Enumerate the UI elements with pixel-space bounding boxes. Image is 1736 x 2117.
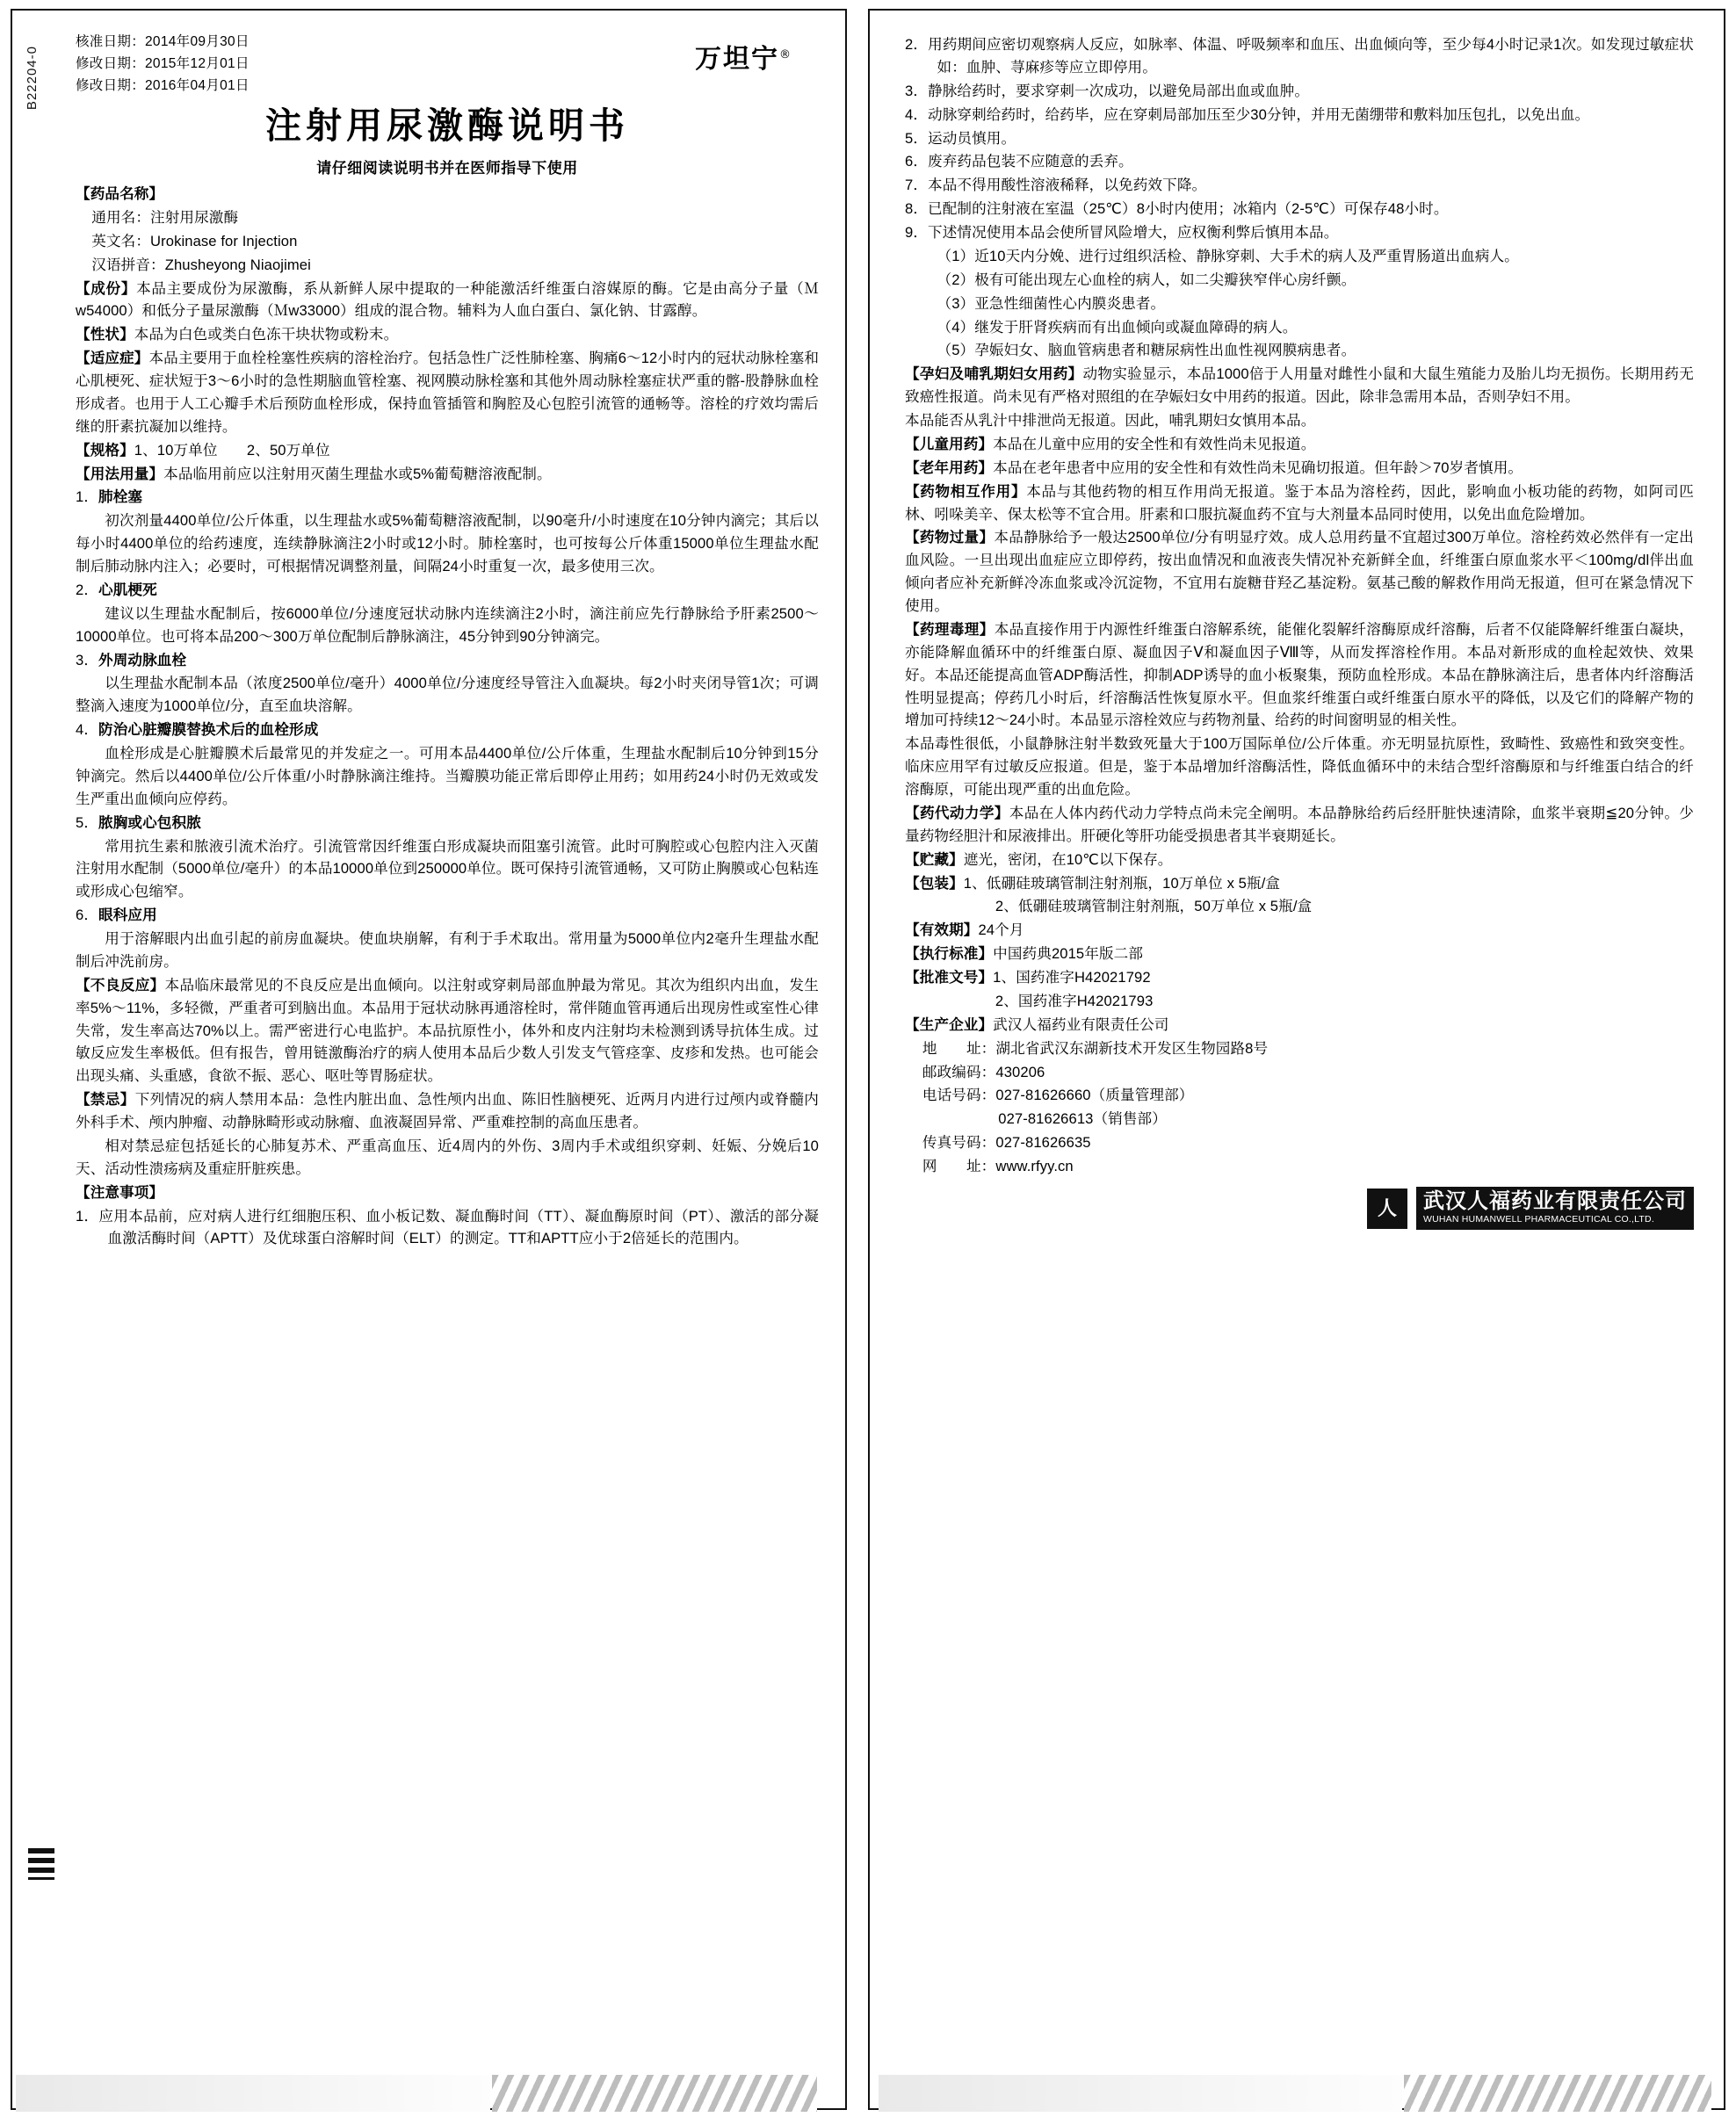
insert-panel-right: [868, 9, 1725, 2110]
section-ingredients-heading: 【成份】: [76, 279, 137, 297]
section-shelf-life-text: 24个月: [978, 921, 1024, 939]
section-pregnancy-text: 动物实验显示，本品1000倍于人用量对雌性小鼠和大鼠生殖能力及胎儿均无损伤。长期用药无致癌性报道。尚未见有严格对照组的在孕娠妇女中用药的报道。因此，除非急需用本品，否则孕妇不用。: [905, 365, 1694, 406]
dosage-item-5-text: 常用抗生素和脓液引流术治疗。引流管常因纤维蛋白形成凝块而阻塞引流管。此时可胸腔或心包腔内注入灭菌注射用水配制（5000单位/毫升）的本品10000单位到250000单位。既可保持引流管通畅，又可防止胸膜或心包粘连或形成心包缩窄。: [76, 837, 819, 900]
brand-name: 万坦宁: [695, 44, 779, 75]
page-title: 注射用尿激酶说明书: [265, 105, 629, 147]
right-panel-content: [870, 11, 1724, 2108]
decor-hatch-right: [1404, 2075, 1711, 2112]
dosage-item-6-num: 6．: [76, 907, 99, 924]
section-contraindications-text2: 相对禁忌症包括延长的心肺复苏术、严重高血压、近4周内的外伤、3周内手术或组织穿刺、妊娠、分娩后10天、活动性溃疡病及重症肝脏疾患。: [76, 1137, 819, 1177]
english-name-label: 英文名：: [91, 232, 151, 249]
section-pregnancy: [905, 363, 1694, 408]
approval-no-item-2: 2、国药准字H42021793: [995, 992, 1154, 1009]
section-children-text: 本品在儿童中应用的安全性和有效性尚未见报道。: [993, 435, 1316, 452]
section-interactions-text: 本品与其他药物的相互作用尚无报道。鉴于本品为溶栓药，因此，影响血小板功能的药物，如阿司匹林、吲哚美辛、保太松等不宜合用。肝素和口服抗凝血药不宜与大剂量本品同时使用，以免出血危险增加。: [905, 482, 1694, 523]
section-overdose: [905, 526, 1694, 618]
precaution-item-9: 9．下述情况使用本品会使所冒风险增大，应权衡利弊后慎用本品。: [905, 224, 1339, 241]
section-ingredients-text: 本品主要成份为尿激酶，系从新鲜人尿中提取的一种能激活纤维蛋白溶媒原的酶。它是由高分子量（Ｍw54000）和低分子量尿激酶（Ｍw33000）组成的混合物。辅料为人血白蛋白、氯化钠、甘露醇。: [76, 279, 819, 320]
manufacturer-web-row[interactable]: [905, 1155, 1694, 1178]
fax-value: 027-81626635: [995, 1134, 1091, 1152]
dosage-item-5-title: [76, 812, 819, 835]
pinyin-label: 汉语拼音：: [91, 256, 165, 273]
section-manufacturer: [905, 1014, 1694, 1037]
section-pharmacology-text2: 本品毒性很低，小鼠静脉注射半数致死量大于100万国际单位/公斤体重。亦无明显抗原性，致畸性、致癌性和致突变性。临床应用罕有过敏反应报道。但是，鉴于本品增加纤溶酶活性，降低血循环中的未结合型纤溶酶原和与纤维蛋白结合的纤溶酶原，可能出现严重的出血危险。: [905, 735, 1694, 798]
section-dosage: [76, 463, 819, 486]
section-children-heading: 【儿童用药】: [905, 435, 994, 452]
pinyin-row: [76, 254, 819, 277]
packaging-item-2: 2、低硼硅玻璃管制注射剂瓶，50万单位 x 5瓶/盒: [995, 898, 1313, 915]
company-logo-name-cn: 武汉人福药业有限责任公司: [1423, 1189, 1687, 1213]
section-interactions: [905, 480, 1694, 526]
section-interactions-heading: 【药物相互作用】: [905, 482, 1027, 500]
section-shelf-life-heading: 【有效期】: [905, 921, 979, 939]
section-overdose-text: 本品静脉给予一般达2500单位/分有明显疗效。成人总用药量不宜超过300万单位。溶栓药效必然伴有一定出血风险。一旦出现出血症应立即停药，按出血情况和血液丧失情况补充新鲜全血，纤维蛋白原血浆水平＜100mg/dl伴出血倾向者应补充新鲜冷冻血浆或冷沉淀物，不宜用右旋糖苷羟乙基淀粉。氨基己酸的解救作用尚无报道，但可在紧急情况下使用。: [905, 529, 1694, 614]
manufacturer-fax-row: [905, 1131, 1694, 1154]
english-name-value: Urokinase for Injection: [150, 232, 298, 249]
dosage-item-1-text: 初次剂量4400单位/公斤体重，以生理盐水或5%葡萄糖溶液配制，以90毫升/小时速度在10分钟内滴完；其后以每小时4400单位的给药速度，连续静脉滴注2小时或12小时。肺栓塞时，也可按每公斤体重15000单位生理盐水配制后肺动脉内注入；必要时，可根据情况调整剂量，间隔24小时重复一次，最多使用三次。: [76, 512, 819, 574]
section-properties-text: 本品为白色或类白色冻干块状物或粉末。: [134, 326, 399, 343]
section-dosage-heading: 【用法用量】: [76, 465, 164, 482]
generic-name-label: 通用名：: [91, 208, 151, 226]
section-contraindications-text: 下列情况的病人禁用本品：急性内脏出血、急性颅内出血、陈旧性脑梗死、近两月内进行过颅内或脊髓内外科手术、颅内肿瘤、动静脉畸形或动脉瘤、血液凝固异常、严重难控制的高血压患者。: [76, 1091, 819, 1131]
company-logo-mark-char: 人: [1377, 1196, 1398, 1219]
dosage-item-3-num: 3．: [76, 651, 99, 668]
dosage-item-5-num: 5．: [76, 813, 99, 831]
document-side-code: B22204-0: [25, 46, 40, 111]
precaution-item-7: 7．本品不得用酸性溶液稀释，以免药效下降。: [905, 177, 1207, 194]
dosage-item-6-title: [76, 904, 819, 927]
approval-date-0: 核准日期：2014年09月30日: [76, 34, 250, 49]
web-value[interactable]: www.rfyy.cn: [995, 1158, 1074, 1174]
section-standard-text: 中国药典2015年版二部: [993, 945, 1144, 963]
section-pharmacology: [905, 618, 1694, 732]
dosage-item-4-text: 血栓形成是心脏瓣膜术后最常见的并发症之一。可用本品4400单位/公斤体重，生理盐水配制后10分钟到15分钟滴完。然后以4400单位/公斤体重/小时静脉滴注维持。当瓣膜功能正常后即停止用药；如用药24小时仍无效或发生严重出血倾向应停药。: [76, 745, 819, 807]
section-precautions-heading: [76, 1181, 819, 1204]
address-value: 湖北省武汉东湖新技术开发区生物园路8号: [995, 1039, 1269, 1057]
section-pregnancy-heading: 【孕妇及哺乳期妇女用药】: [905, 365, 1083, 383]
section-shelf-life: [905, 919, 1694, 942]
dosage-item-1-name: 肺栓塞: [98, 488, 143, 506]
section-pharmacology-heading: 【药理毒理】: [905, 620, 995, 638]
section-spec-heading: 【规格】: [76, 441, 134, 459]
decor-hatch-left: [492, 2075, 817, 2112]
section-contraindications-heading: 【禁忌】: [76, 1091, 135, 1109]
company-logo-text: [1416, 1187, 1694, 1231]
section-spec: [76, 439, 819, 462]
dosage-item-6-text: 用于溶解眼内出血引起的前房血凝块。使血块崩解，有利于手术取出。常用量为5000单位内2毫升生理盐水配制后冲洗前房。: [76, 930, 819, 970]
precaution-9-sub-5: （5）孕娠妇女、脑血管病患者和糖尿病性出血性视网膜病患者。: [937, 342, 1356, 359]
precaution-item-4: 4．动脉穿刺给药时，给药毕，应在穿刺局部加压至少30分钟，并用无菌绷带和敷料加压包扎，以免出血。: [905, 105, 1590, 123]
registered-mark-icon: ®: [779, 48, 792, 61]
section-indications-text: 本品主要用于血栓栓塞性疾病的溶栓治疗。包括急性广泛性肺栓塞、胸痛6～12小时内的冠状动脉栓塞和心肌梗死、症状短于3～6小时的急性期脑血管栓塞、视网膜动脉栓塞和其他外周动脉栓塞症状严重的髂-股静脉血栓形成者。也用于人工心瓣手术后预防血栓形成，保持血管插管和胸腔及心包腔引流管的通畅等。溶栓的疗效均需后继的肝素抗凝加以维持。: [76, 350, 820, 435]
section-storage: [905, 849, 1694, 871]
section-properties-heading: 【性状】: [76, 326, 134, 343]
section-standard: [905, 943, 1694, 965]
precaution-9-sub-4: （4）继发于肝肾疾病而有出血倾向或凝血障碍的病人。: [937, 318, 1298, 336]
dosage-item-1-title: [76, 486, 819, 509]
approval-no-item-1: 1、国药准字H42021792: [993, 969, 1151, 986]
precaution-item-2: 2．用药期间应密切观察病人反应，如脉率、体温、呼吸频率和血压、出血倾向等，至少每4小时记录1次。如发现过敏症状如：血肿、荨麻疹等应立即停用。: [905, 36, 1694, 76]
section-dosage-intro: 本品临用前应以注射用灭菌生理盐水或5%葡萄糖溶液配制。: [163, 465, 552, 482]
pinyin-value: Zhusheyong Niaojimei: [164, 256, 311, 273]
section-indications: [76, 347, 819, 438]
company-footer-logo: [905, 1187, 1694, 1231]
precautions-heading-label: 【注意事项】: [76, 1183, 164, 1201]
manufacturer-phone-row: [905, 1084, 1694, 1107]
section-drug-name-heading: 【药品名称】: [76, 185, 164, 202]
dosage-item-4-name: 防治心脏瓣膜替换术后的血栓形成: [98, 721, 319, 739]
section-contraindications: [76, 1088, 819, 1134]
section-pregnancy-text2: 本品能否从乳汁中排泄尚无报道。因此，哺乳期妇女慎用本品。: [905, 412, 1316, 429]
generic-name-value: 注射用尿激酶: [150, 208, 239, 226]
dosage-item-2-text: 建议以生理盐水配制后，按6000单位/分速度冠状动脉内连续滴注2小时，滴注前应先行静脉给予肝素2500～10000单位。也可将本品200～300万单位配制后静脉滴注，45分钟到90分钟滴完。: [76, 604, 819, 645]
precaution-item-1: 1．应用本品前，应对病人进行红细胞压积、血小板记数、凝血酶时间（TT）、凝血酶原时间（PT）、激活的部分凝血激活酶时间（APTT）及优球蛋白溶解时间（ELT）的测定。TT和APTT应小于2倍延长的范围内。: [76, 1207, 819, 1247]
fax-label: 传真号码：: [922, 1134, 996, 1152]
precaution-item-3: 3．静脉给药时，要求穿刺一次成功，以避免局部出血或血肿。: [905, 82, 1310, 99]
section-standard-heading: 【执行标准】: [905, 945, 994, 963]
manufacturer-phone-row-2: [905, 1108, 1694, 1131]
section-indications-heading: 【适应症】: [76, 350, 149, 367]
precaution-9-sub-2: （2）极有可能出现左心血栓的病人，如二尖瓣狭窄伴心房纤颤。: [937, 271, 1356, 288]
section-pharmacokinetics-text: 本品在人体内药代动力学特点尚未完全阐明。本品静脉给药后经肝脏快速清除，血浆半衰期≦20分钟。少量药物经胆汁和尿液排出。肝硬化等肝功能受损患者其半衰期延长。: [905, 804, 1695, 844]
precaution-item-8: 8．已配制的注射液在室温（25℃）8小时内使用；冰箱内（2-5℃）可保存48小时。: [905, 200, 1449, 218]
section-packaging-heading: 【包装】: [905, 874, 964, 892]
section-approval-no-heading: 【批准文号】: [905, 969, 994, 986]
section-elderly-text: 本品在老年患者中应用的安全性和有效性尚未见确切报道。但年龄＞70岁者慎用。: [993, 459, 1523, 476]
dosage-item-5-name: 脓胸或心包积脓: [98, 813, 201, 831]
company-logo-icon: [1367, 1189, 1407, 1229]
section-adverse-heading: 【不良反应】: [76, 976, 165, 993]
phone-value-2: 027-81626613（销售部）: [998, 1110, 1167, 1128]
section-properties: [76, 323, 819, 346]
section-children: [905, 433, 1694, 456]
phone-label: 电话号码：: [922, 1087, 996, 1104]
section-ingredients: [76, 278, 819, 323]
section-spec-text: 1、10万单位 2、50万单位: [134, 441, 330, 459]
left-body: [76, 183, 819, 1250]
dosage-item-3-title: [76, 649, 819, 672]
precaution-item-5: 5．运动员慎用。: [905, 129, 1016, 147]
postcode-value: 430206: [995, 1063, 1045, 1080]
dosage-item-4-num: 4．: [76, 721, 99, 739]
dosage-item-2-title: [76, 579, 819, 602]
section-packaging: [905, 872, 1694, 895]
section-adverse: [76, 974, 819, 1087]
manufacturer-address-row: [905, 1037, 1694, 1060]
section-storage-heading: 【贮藏】: [905, 850, 964, 868]
precaution-9-sub-1: （1）近10天内分娩、进行过组织活检、静脉穿刺、大手术的病人及严重胃肠道出血病人。: [937, 247, 1519, 264]
approval-date-1: 修改日期：2015年12月01日: [76, 56, 250, 72]
section-adverse-text: 本品临床最常见的不良反应是出血倾向。以注射或穿刺局部血肿最为常见。其次为组织内出血，发生率5%～11%，多轻微，严重者可到脑出血。本品用于冠状动脉再通溶栓时，常伴随血管再通后出现房性或室性心律失常，发生率高达70%以上。需严密进行心电监护。本品抗原性小，体外和皮内注射均未检测到诱导抗体生成。过敏反应发生率极低。但有报告，曾用链激酶治疗的病人使用本品后少数人引发支气管痉挛、皮疹和发热。也可能会出现头痛、头重感，食欲不振、恶心、呕吐等胃肠症状。: [76, 976, 819, 1085]
english-name-row: [76, 230, 819, 253]
manufacturer-postcode-row: [905, 1061, 1694, 1084]
section-pharmacokinetics-heading: 【药代动力学】: [905, 804, 1009, 821]
address-label: 地 址：: [922, 1039, 996, 1057]
decor-gradient-left: [16, 2075, 490, 2112]
section-manufacturer-heading: 【生产企业】: [905, 1015, 994, 1033]
dosage-item-2-name: 心肌梗死: [98, 581, 157, 598]
left-panel-content: [12, 11, 845, 2108]
decor-gradient-right: [879, 2075, 1402, 2112]
insert-panel-left: [11, 9, 847, 2110]
company-logo-name-en: WUHAN HUMANWELL PHARMACEUTICAL CO.,LTD.: [1423, 1214, 1654, 1225]
generic-name-row: [76, 206, 819, 229]
section-overdose-heading: 【药物过量】: [905, 529, 995, 546]
approval-date-2: 修改日期：2016年04月01日: [76, 78, 250, 94]
dosage-item-3-name: 外周动脉血栓: [98, 651, 187, 668]
section-approval-no: [905, 966, 1694, 989]
section-elderly-heading: 【老年用药】: [905, 459, 994, 476]
manufacturer-name: 武汉人福药业有限责任公司: [993, 1015, 1169, 1033]
section-storage-text: 遮光，密闭，在10℃以下保存。: [963, 850, 1173, 868]
web-label: 网 址：: [922, 1158, 996, 1174]
precaution-item-6: 6．废弃药品包装不应随意的丢弃。: [905, 153, 1133, 170]
section-pharmacology-text: 本品直接作用于内源性纤维蛋白溶解系统，能催化裂解纤溶酶原成纤溶酶，后者不仅能降解纤维蛋白凝块，亦能降解血循环中的纤维蛋白原、凝血因子Ⅴ和凝血因子Ⅷ等，从而发挥溶栓作用。本品对新形成的血栓起效快、效果好。本品还能提高血管ADP酶活性，抑制ADP诱导的血小板聚集，预防血栓形成。本品在静脉滴注后，患者体内纤溶酶活性明显提高；停药几小时后，纤溶酶活性恢复原水平。但血浆纤维蛋白或纤维蛋白原水平的降低，以及它们的降解产物的增加可持续12～24小时。本品显示溶栓效应与药物剂量、给药的时间窗明显的相关性。: [905, 620, 1694, 729]
dosage-item-2-num: 2．: [76, 581, 99, 598]
page-subtitle: 请仔细阅读说明书并在医师指导下使用: [316, 160, 578, 177]
dosage-item-4-title: [76, 719, 819, 741]
packaging-item-1: 1、低硼硅玻璃管制注射剂瓶，10万单位 x 5瓶/盒: [963, 874, 1281, 892]
section-elderly: [905, 457, 1694, 480]
dosage-item-1-num: 1．: [76, 488, 99, 506]
phone-value-1: 027-81626660（质量管理部）: [995, 1087, 1194, 1104]
right-body: [905, 33, 1694, 1230]
dosage-item-6-name: 眼科应用: [98, 907, 157, 924]
precaution-9-sub-3: （3）亚急性细菌性心内膜炎患者。: [937, 294, 1166, 312]
section-pharmacokinetics: [905, 802, 1694, 848]
postcode-label: 邮政编码：: [922, 1063, 996, 1080]
dosage-item-3-text: 以生理盐水配制本品（浓度2500单位/毫升）4000单位/分速度经导管注入血凝块。每2小时夹闭导管1次；可调整滴入速度为1000单位/分，直至血块溶解。: [76, 675, 819, 715]
